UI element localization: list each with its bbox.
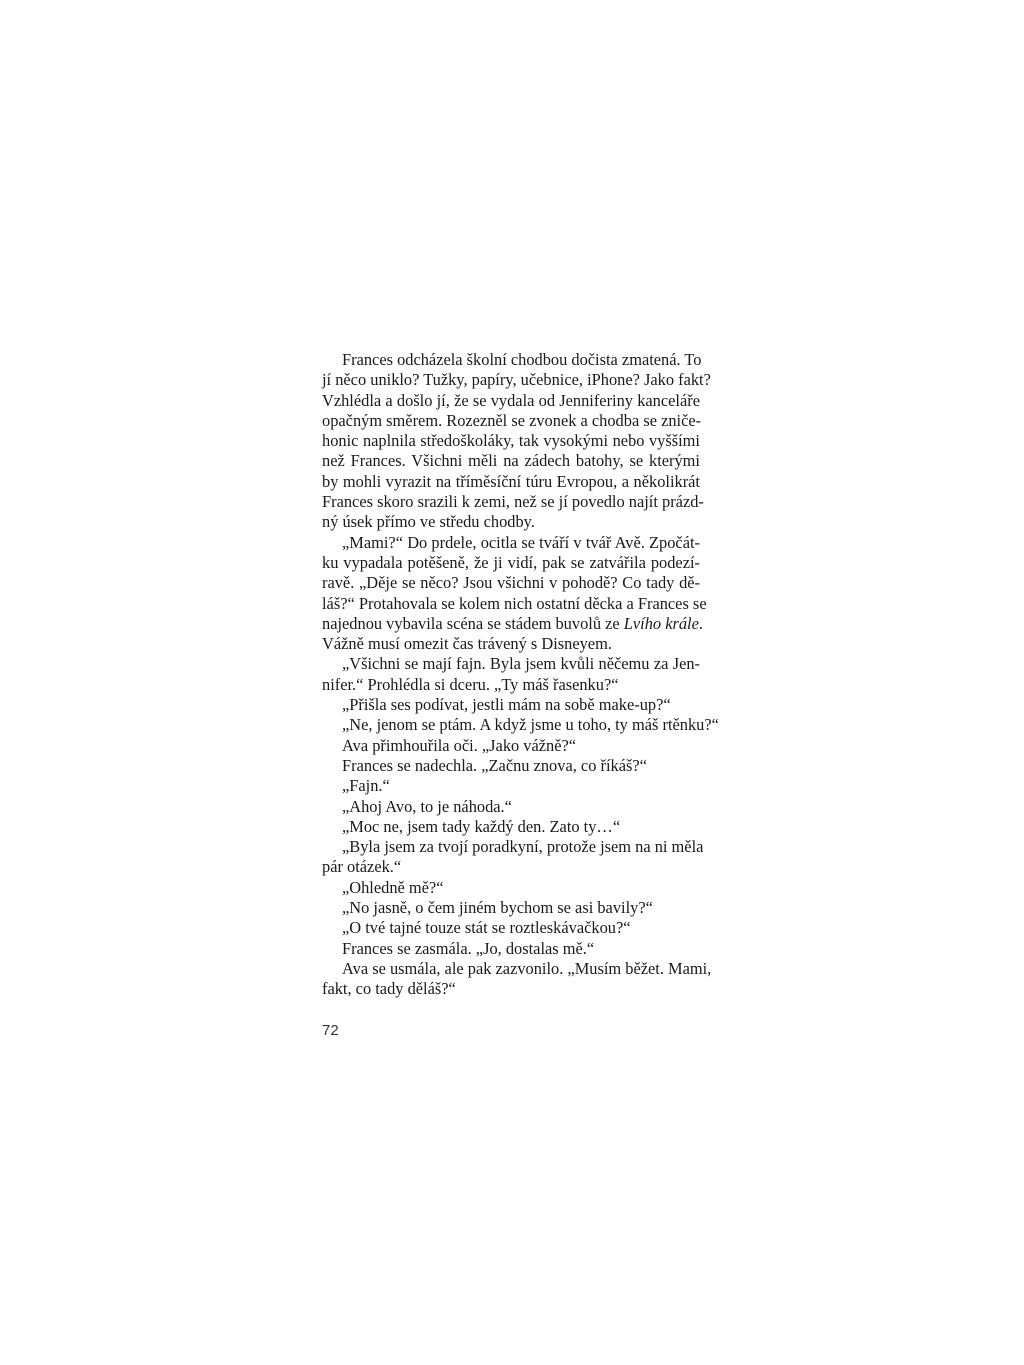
- text-line: honic naplnila středoškoláky, tak vysokými nebo vyššími: [322, 431, 700, 451]
- text-line: Vážně musí omezit čas trávený s Disneyem.: [322, 634, 612, 654]
- text-line: ný úsek přímo ve středu chodby.: [322, 512, 535, 532]
- text-line: ku vypadala potěšeně, že ji vidí, pak se zatvářila podezí-: [322, 552, 700, 572]
- text-line: „Ahoj Avo, to je náhoda.“: [342, 796, 512, 816]
- text-line: Ava přimhouřila oči. „Jako vážně?“: [342, 735, 577, 755]
- text-line: Vzhlédla a došlo jí, že se vydala od Jenniferiny kanceláře: [322, 390, 700, 410]
- text-line: „Moc ne, jsem tady každý den. Zato ty…“: [342, 816, 621, 836]
- text-line: jí něco uniklo? Tužky, papíry, učebnice, iPhone? Jako fakt?: [322, 370, 711, 390]
- text-line: Ava se usmála, ale pak zazvonilo. „Musím běžet. Mami,: [342, 958, 712, 978]
- body-text: [322, 350, 719, 1000]
- text-line: „No jasně, o čem jiném bychom se asi bavily?“: [342, 898, 653, 918]
- text-line: najednou vybavila scéna se stádem buvolů ze Lvího krále.: [322, 613, 703, 633]
- text-line: Frances skoro srazili k zemi, než se jí povedlo najít prázd-: [322, 492, 704, 512]
- text-line: „Byla jsem za tvojí poradkyní, protože jsem na ni měla: [342, 837, 704, 857]
- text-line: „Všichni se mají fajn. Byla jsem kvůli něčemu za Jen-: [342, 654, 700, 674]
- text-line: než Frances. Všichni měli na zádech batohy, se kterými: [322, 451, 700, 471]
- page-number: 72: [322, 1022, 339, 1039]
- text-line: „Ohledně mě?“: [342, 877, 444, 897]
- text-line: ravě. „Děje se něco? Jsou všichni v pohodě? Co tady dě-: [322, 573, 700, 593]
- text-line: nifer.“ Prohlédla si dceru. „Ty máš řasenku?“: [322, 674, 619, 694]
- text-line: Frances se nadechla. „Začnu znova, co říkáš?“: [342, 755, 647, 775]
- text-line: fakt, co tady děláš?“: [322, 979, 456, 999]
- text-line: opačným směrem. Rozezněl se zvonek a chodba se zniče-: [322, 410, 702, 430]
- text-line: by mohli vyrazit na tříměsíční túru Evropou, a několikrát: [322, 471, 700, 491]
- italic-title: Lvího krále: [623, 613, 699, 633]
- text-line: láš?“ Protahovala se kolem nich ostatní děcka a Frances se: [322, 593, 707, 613]
- text-line: pár otázek.“: [322, 857, 402, 877]
- text-line: „Ne, jenom se ptám. A když jsme u toho, ty máš rtěnku?“: [342, 715, 719, 735]
- text-line: „Přišla ses podívat, jestli mám na sobě make-up?“: [342, 695, 671, 715]
- text-line: „Mami?“ Do prdele, ocitla se tváří v tvář Avě. Zpočát-: [342, 532, 700, 552]
- text-line: „O tvé tajné touze stát se roztleskávačkou?“: [342, 918, 631, 938]
- text-line: Frances odcházela školní chodbou dočista zmatená. To: [342, 350, 702, 369]
- text-line: Frances se zasmála. „Jo, dostalas mě.“: [342, 938, 595, 958]
- text-line: „Fajn.“: [342, 776, 390, 796]
